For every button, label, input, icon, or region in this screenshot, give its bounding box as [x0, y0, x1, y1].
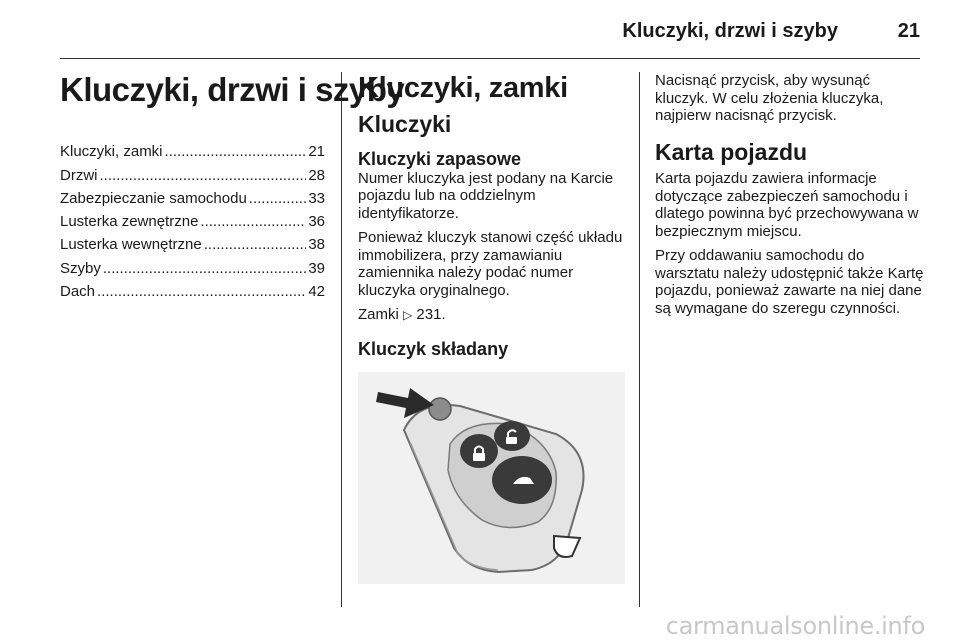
toc-leader-dots	[103, 260, 306, 277]
workshop-paragraph: Przy oddawaniu samochodu do warsztatu należy udostępnić także Kartę pojazdu, ponieważ zawarte na niej dane są wymagane do szeregu czynności.	[655, 247, 924, 317]
toc-entry[interactable]	[60, 213, 325, 236]
key-release-paragraph: Nacisnąć przycisk, aby wysunąć kluczyk. W celu złożenia kluczyka, najpierw nacisnąć przycisk.	[655, 72, 884, 124]
toc-entry-title: Lusterka zewnętrzne	[60, 213, 199, 231]
toc-entry[interactable]	[60, 190, 325, 213]
column-divider	[639, 72, 640, 607]
button-lock	[460, 434, 498, 468]
button-unlock	[494, 421, 530, 451]
toc-entry-page: 36	[308, 213, 325, 231]
section-title: Kluczyki, zamki	[358, 72, 568, 104]
toc-leader-dots	[100, 167, 307, 184]
toc-entry[interactable]	[60, 236, 325, 259]
toc-entry-page: 21	[308, 143, 325, 161]
release-button	[429, 398, 451, 420]
spare-keys-paragraph: Numer kluczyka jest podany na Karcie pojazdu lub na oddzielnym identyfikatorze.	[358, 169, 614, 222]
toc-entry[interactable]	[60, 260, 325, 283]
toc-entry-title: Zabezpieczanie samochodu	[60, 189, 247, 207]
chapter-title: Kluczyki, drzwi i szyby	[60, 71, 405, 108]
toc-entry-page: 38	[308, 236, 325, 254]
header-title: Kluczyki, drzwi i szyby	[622, 20, 838, 42]
toc-leader-dots	[249, 190, 307, 207]
toc-leader-dots	[97, 283, 306, 300]
watermark: carmanualsonline.info	[665, 612, 925, 640]
toc-leader-dots	[200, 213, 306, 230]
folding-key-illustration	[358, 372, 625, 584]
column-divider	[341, 72, 342, 607]
keys-column	[358, 72, 625, 584]
toc-entry-page: 42	[308, 283, 325, 301]
toc-entry[interactable]	[60, 143, 325, 166]
folding-key-heading: Kluczyk składany	[358, 338, 509, 359]
arrow-icon: ▷	[403, 308, 413, 323]
vehicle-card-heading: Karta pojazdu	[655, 138, 808, 165]
header-divider	[60, 58, 920, 59]
toc-entry-page: 28	[308, 166, 325, 184]
toc-column	[60, 71, 405, 306]
toc-entry-title: Szyby	[60, 259, 101, 277]
reference-text: Zamki	[358, 306, 399, 324]
toc-entry-title: Lusterka wewnętrzne	[60, 236, 202, 254]
immobilizer-paragraph: Ponieważ kluczyk stanowi część układu immobilizera, przy zamawianiu zamiennika należy podać numer kluczyka oryginalnego.	[358, 229, 623, 299]
page-header	[60, 0, 920, 60]
toc-leader-dots	[165, 143, 307, 160]
toc-entry[interactable]	[60, 283, 325, 306]
toc-list	[60, 143, 325, 306]
toc-entry-page: 33	[308, 189, 325, 207]
toc-entry[interactable]	[60, 167, 325, 190]
toc-leader-dots	[204, 236, 307, 253]
card-column	[655, 72, 925, 324]
vehicle-card-paragraph: Karta pojazdu zawiera informacje dotyczące zabezpieczeń samochodu i dlatego powinna być przechowywana w bezpiecznym miejscu.	[655, 170, 919, 240]
spare-keys-heading: Kluczyki zapasowe	[358, 148, 522, 169]
cross-reference[interactable]	[358, 306, 625, 325]
reference-page: 231.	[416, 306, 446, 324]
toc-entry-page: 39	[308, 259, 325, 277]
page-number: 21	[897, 20, 920, 42]
section-subtitle: Kluczyki	[358, 111, 452, 138]
toc-entry-title: Drzwi	[60, 166, 98, 184]
toc-entry-title: Kluczyki, zamki	[60, 143, 163, 161]
toc-entry-title: Dach	[60, 283, 96, 301]
